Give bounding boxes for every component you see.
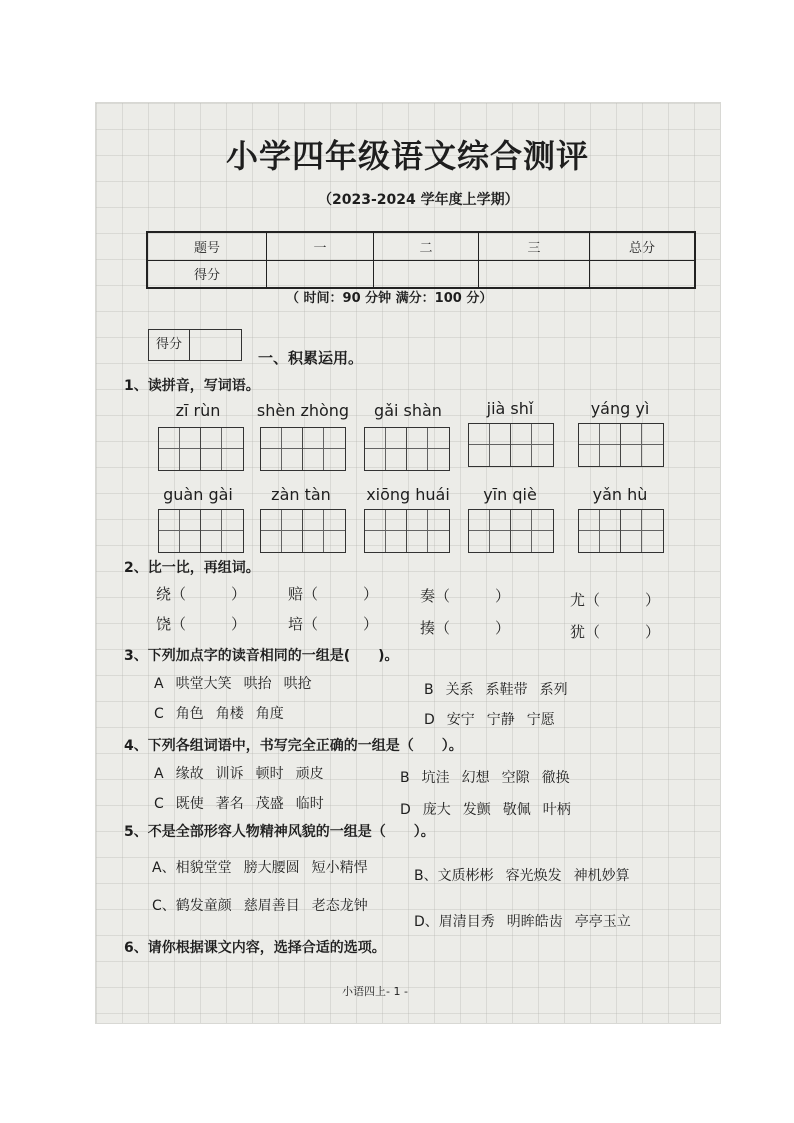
option-word: A、相貌堂堂 <box>152 860 232 876</box>
section-title: 一、积累运用。 <box>258 349 364 367</box>
pinyin: yīn qiè <box>483 485 537 504</box>
pinyin: yáng yì <box>590 399 650 418</box>
pinyin: gǎi shàn <box>374 401 442 420</box>
option-c[interactable] <box>154 703 296 723</box>
writing-cell[interactable] <box>621 424 663 466</box>
answer-boxes[interactable] <box>260 427 346 471</box>
option-c[interactable] <box>154 793 336 813</box>
option-word: 短小精悍 <box>311 860 368 876</box>
score-table-header: 一 <box>267 232 374 260</box>
writing-cell[interactable] <box>365 428 407 470</box>
option-word: C、鹤发童颜 <box>152 898 232 914</box>
word-compare-item: 奏（ ） <box>420 587 511 605</box>
score-cell <box>590 260 696 288</box>
pinyin: guàn gài <box>163 485 233 504</box>
option-word: 训诉 <box>215 766 244 782</box>
answer-boxes[interactable] <box>364 427 450 471</box>
answer-boxes[interactable] <box>468 509 554 553</box>
score-cell <box>267 260 374 288</box>
answer-boxes[interactable] <box>158 509 244 553</box>
pinyin: shèn zhòng <box>256 401 350 420</box>
question-heading: 1、读拼音，写词语。 <box>124 378 260 394</box>
question-heading: 4、下列各组词语中，书写完全正确的一组是（ ）。 <box>124 738 463 754</box>
option-word: 顽皮 <box>295 766 324 782</box>
option-word: 容光焕发 <box>505 868 562 884</box>
option-d[interactable] <box>414 911 643 931</box>
section-score-box <box>148 329 242 361</box>
option-a[interactable] <box>154 673 324 693</box>
option-letter: D <box>424 712 435 728</box>
writing-cell[interactable] <box>365 510 407 552</box>
writing-cell[interactable] <box>407 510 449 552</box>
option-word: D、眉清目秀 <box>414 914 495 930</box>
writing-cell[interactable] <box>159 510 201 552</box>
option-word: 缘故 <box>175 766 204 782</box>
section-score-label: 得分 <box>149 330 190 360</box>
option-word: 亭亭玉立 <box>574 914 631 930</box>
writing-cell[interactable] <box>579 424 621 466</box>
word-compare-item: 赔（ ） <box>288 585 379 603</box>
option-letter: C <box>154 796 164 812</box>
option-word: 既使 <box>175 796 204 812</box>
option-word: 幻想 <box>461 770 490 786</box>
option-word: 著名 <box>215 796 244 812</box>
answer-boxes[interactable] <box>260 509 346 553</box>
option-b[interactable] <box>414 865 642 885</box>
option-word: 发颤 <box>462 802 491 818</box>
score-table-header: 题号 <box>147 232 267 260</box>
option-letter: A <box>154 766 164 782</box>
option-b[interactable] <box>424 679 580 699</box>
option-word: 茂盛 <box>255 796 284 812</box>
score-cell <box>479 260 590 288</box>
score-table <box>146 231 696 289</box>
score-table-header: 二 <box>374 232 479 260</box>
option-word: 徹换 <box>541 770 570 786</box>
option-word: 明眸皓齿 <box>506 914 563 930</box>
writing-cell[interactable] <box>261 510 303 552</box>
option-word: 顿时 <box>255 766 284 782</box>
answer-boxes[interactable] <box>578 423 664 467</box>
option-a[interactable] <box>152 857 380 877</box>
word-compare-item: 培（ ） <box>288 615 379 633</box>
word-compare-item: 饶（ ） <box>156 615 247 633</box>
writing-cell[interactable] <box>469 510 511 552</box>
word-compare-item: 揍（ ） <box>420 619 511 637</box>
writing-cell[interactable] <box>201 428 243 470</box>
writing-cell[interactable] <box>201 510 243 552</box>
writing-cell[interactable] <box>303 510 345 552</box>
exam-subtitle: （2023-2024 学年度上学期） <box>318 192 519 208</box>
exam-title: 小学四年级语文综合测评 <box>226 137 590 175</box>
exam-time-and-score: （ 时间：90 分钟 满分：100 分） <box>286 291 493 306</box>
word-compare-item: 犹（ ） <box>570 623 661 641</box>
option-letter: D <box>400 802 411 818</box>
question-heading: 2、比一比，再组词。 <box>124 560 260 576</box>
page-footer: 小语四上- 1 - <box>342 985 408 998</box>
option-a[interactable] <box>154 763 336 783</box>
option-word: 关系 <box>445 682 474 698</box>
exam-paper <box>96 103 720 1023</box>
option-word: 系鞋带 <box>485 682 528 698</box>
option-word: 庞大 <box>422 802 451 818</box>
writing-cell[interactable] <box>303 428 345 470</box>
pinyin: zī rùn <box>175 401 221 420</box>
pinyin: yǎn hù <box>592 485 648 504</box>
option-word: 哄抢 <box>283 676 312 692</box>
option-letter: B <box>424 682 434 698</box>
option-word: 宁静 <box>486 712 515 728</box>
answer-boxes[interactable] <box>468 423 554 467</box>
score-table-header: 总分 <box>590 232 696 260</box>
option-letter: C <box>154 706 164 722</box>
question-heading: 3、下列加点字的读音相同的一组是( )。 <box>124 648 399 664</box>
option-word: 临时 <box>295 796 324 812</box>
answer-boxes[interactable] <box>578 509 664 553</box>
option-word: 叶柄 <box>542 802 571 818</box>
writing-cell[interactable] <box>511 510 553 552</box>
score-table-header: 三 <box>479 232 590 260</box>
pinyin: xiōng huái <box>366 485 450 504</box>
option-word: 哄抬 <box>243 676 272 692</box>
writing-cell[interactable] <box>407 428 449 470</box>
option-word: 角度 <box>255 706 284 722</box>
pinyin: zàn tàn <box>271 485 331 504</box>
option-word: 敬佩 <box>502 802 531 818</box>
writing-cell[interactable] <box>261 428 303 470</box>
option-word: 宁愿 <box>526 712 555 728</box>
option-word: 坑洼 <box>421 770 450 786</box>
pinyin: jià shǐ <box>486 399 534 418</box>
writing-cell[interactable] <box>511 424 553 466</box>
option-c[interactable] <box>152 895 380 915</box>
option-word: 神机妙算 <box>573 868 630 884</box>
word-compare-item: 绕（ ） <box>156 585 247 603</box>
score-table-row-label: 得分 <box>147 260 267 288</box>
option-word: 慈眉善目 <box>243 898 300 914</box>
option-letter: B <box>400 770 410 786</box>
option-word: 空隙 <box>501 770 530 786</box>
question-heading: 6、请你根据课文内容，选择合适的选项。 <box>124 940 386 956</box>
option-word: B、文质彬彬 <box>414 868 494 884</box>
option-word: 角楼 <box>215 706 244 722</box>
answer-boxes[interactable] <box>158 427 244 471</box>
answer-boxes[interactable] <box>364 509 450 553</box>
option-word: 哄堂大笑 <box>175 676 232 692</box>
option-word: 系列 <box>539 682 568 698</box>
question-heading: 5、不是全部形容人物精神风貌的一组是（ ）。 <box>124 824 435 840</box>
option-word: 膀大腰圆 <box>243 860 300 876</box>
writing-cell[interactable] <box>621 510 663 552</box>
option-d[interactable] <box>424 709 567 729</box>
option-word: 安宁 <box>446 712 475 728</box>
option-b[interactable] <box>400 767 582 787</box>
writing-cell[interactable] <box>159 428 201 470</box>
score-cell <box>374 260 479 288</box>
writing-cell[interactable] <box>469 424 511 466</box>
writing-cell[interactable] <box>579 510 621 552</box>
option-word: 老态龙钟 <box>311 898 368 914</box>
option-word: 角色 <box>175 706 204 722</box>
word-compare-item: 尤（ ） <box>570 591 661 609</box>
option-letter: A <box>154 676 164 692</box>
option-d[interactable] <box>400 799 583 819</box>
